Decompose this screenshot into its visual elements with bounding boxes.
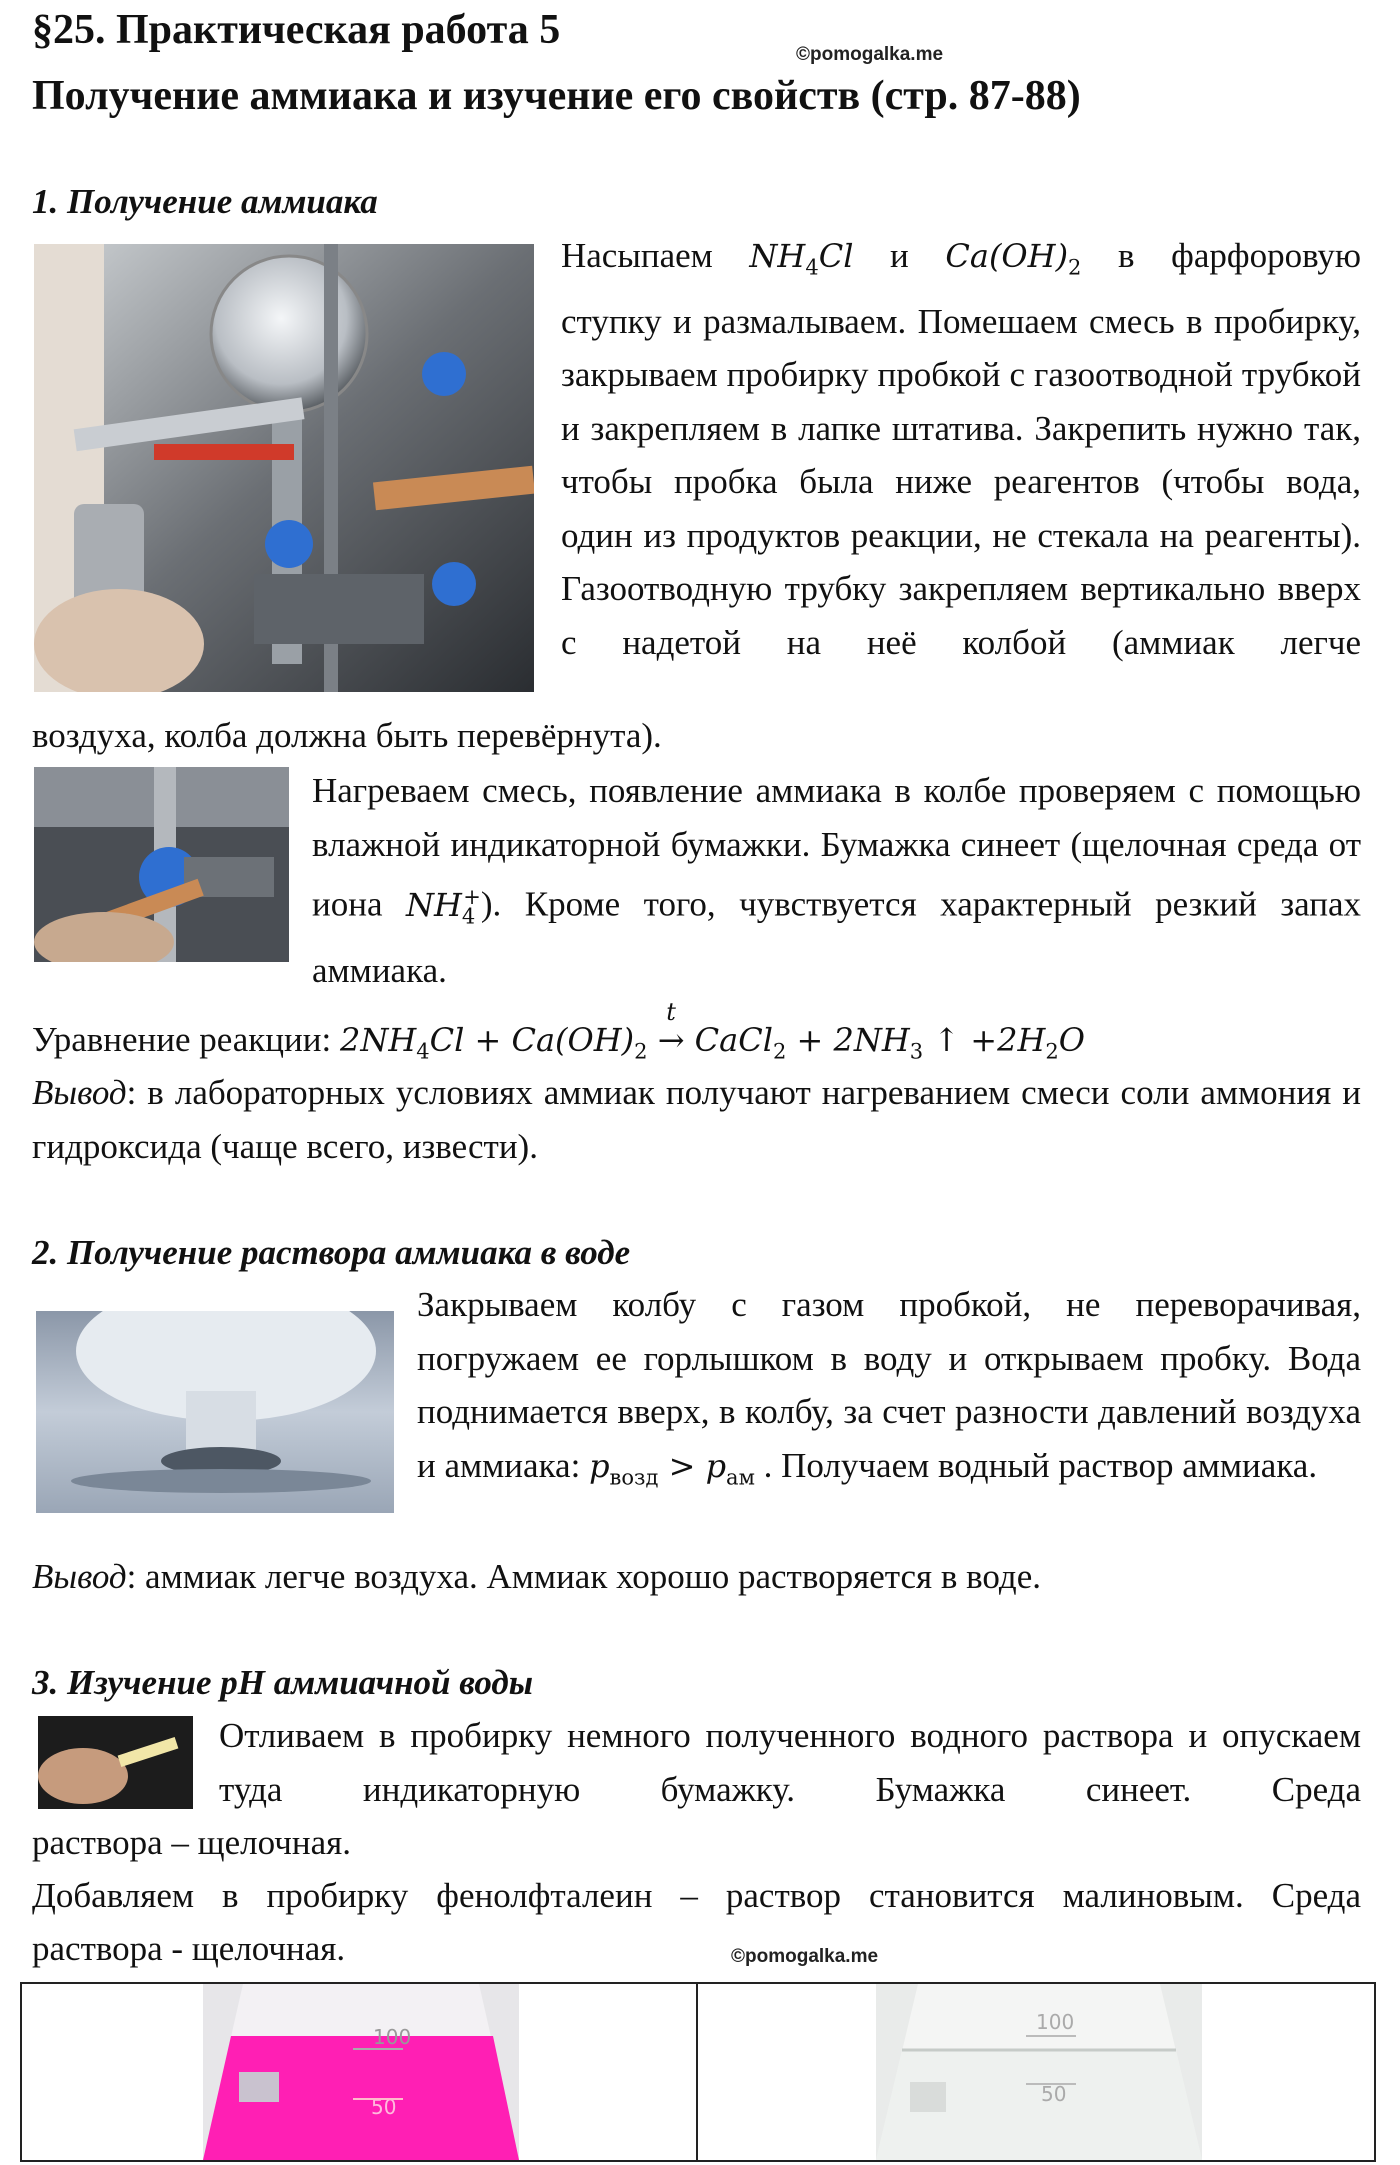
section-3-paragraph-2: Добавляем в пробирку фенолфталеин – раствор становится малиновым. Среда	[32, 1876, 1361, 1915]
formula-ammonium-chloride: $NH_4Cl$	[749, 237, 854, 280]
section-3-heading: 3. Изучение pH аммиачной воды	[32, 1663, 534, 1702]
page-title: §25. Практическая работа 5	[32, 7, 561, 53]
photo-indicator-paper	[38, 1716, 193, 1809]
flask-mark-50: 50	[371, 2095, 397, 2119]
text-span: Закрываем колбу с газом пробкой, не переворачивая, погружаем ее горлышком в воду и открываем пробку. Вода поднимается вверх, в колбу, за счет разности давлений воздуха и аммиака:	[417, 1285, 1361, 1485]
section-1-conclusion	[32, 1066, 1361, 1173]
text-span: Насыпаем	[561, 236, 713, 275]
section-3-paragraph-2-tail: раствора - щелочная.	[32, 1929, 346, 1968]
paragraph-1-body: ступку и размалываем. Помешаем смесь в пробирку, закрываем пробирку пробкой с газоотводной трубкой и закрепляем в лапке штатива. Закрепить нужно так, чтобы пробка была ниже реагентов (чтобы вода, один из продуктов реакции, не стекала на реагенты). Газоотводную трубку закрепляем вертикально вверх с надетой на неё колбой (аммиак легче	[561, 301, 1361, 662]
flask-mark-50: 50	[1041, 2082, 1067, 2106]
watermark-top: ©pomogalka.me	[796, 44, 944, 65]
flask-mark-100: 100	[1036, 2010, 1075, 2034]
text-span: ). Кроме того, чувствуется характерный резкий запах аммиака.	[312, 884, 1361, 990]
text-span: Нагреваем смесь, появление аммиака в колбе проверяем с помощью влажной индикаторной бумажки. Бумажка синеет (щелочная среда от иона	[312, 771, 1361, 924]
section-1-paragraph-2	[312, 764, 1361, 997]
section-3-paragraph-1-tail: раствора – щелочная.	[32, 1823, 351, 1862]
text-span: и	[890, 236, 909, 275]
conclusion-text: : в лабораторных условиях аммиак получают нагреванием смеси соли аммония и гидроксида (чаще всего, извести).	[32, 1073, 1361, 1166]
photo-flask-in-water	[36, 1311, 394, 1513]
conclusion-text: : аммиак легче воздуха. Аммиак хорошо растворяется в воде.	[126, 1557, 1041, 1596]
section-1-paragraph-1	[561, 229, 1361, 669]
equation-label: Уравнение реакции:	[32, 1020, 340, 1059]
page-subtitle: Получение аммиака и изучение его свойств (стр. 87-88)	[32, 73, 1081, 119]
conclusion-label: Вывод	[32, 1073, 127, 1112]
section-2-heading: 2. Получение раствора аммиака в воде	[32, 1233, 631, 1272]
photo-apparatus	[34, 244, 534, 692]
section-2-conclusion	[32, 1550, 1041, 1604]
text-span: в	[1118, 236, 1135, 275]
conclusion-label: Вывод	[32, 1557, 127, 1596]
paragraph-1-first-line	[561, 229, 1361, 295]
photo-flask-clear	[876, 1984, 1202, 2160]
flask-mark-100: 100	[373, 2025, 412, 2049]
watermark-bottom: ©pomogalka.me	[731, 1946, 879, 1967]
paragraph-1-tail: воздуха, колба должна быть перевёрнута).	[32, 716, 662, 755]
formula-pressure-comparison: $p_{возд} > p_{ам}$	[589, 1446, 755, 1489]
photo-flask-crimson	[203, 1984, 519, 2160]
table-divider	[696, 1982, 698, 2162]
section-2-paragraph	[417, 1278, 1361, 1504]
text-span: . Получаем водный раствор аммиака.	[754, 1445, 1318, 1485]
section-3-paragraph-1: Отливаем в пробирку немного полученного водного раствора и опускаем туда индикаторную бумажку. Бумажка синеет. Среда	[219, 1716, 1361, 1809]
photo-heating	[34, 767, 289, 962]
equation-formula: $2NH_4Cl + Ca(OH)_2$ t → CaCl$_2$ + $2NH_3$ ↑ $+2H_2O$	[339, 998, 1085, 1064]
section-1-heading: 1. Получение аммиака	[32, 182, 378, 221]
formula-calcium-hydroxide: $Ca(OH)_2$	[945, 237, 1082, 280]
text-span: фарфоровую	[1171, 236, 1362, 275]
formula-ammonium-ion: $NH_4^+$	[405, 885, 481, 929]
